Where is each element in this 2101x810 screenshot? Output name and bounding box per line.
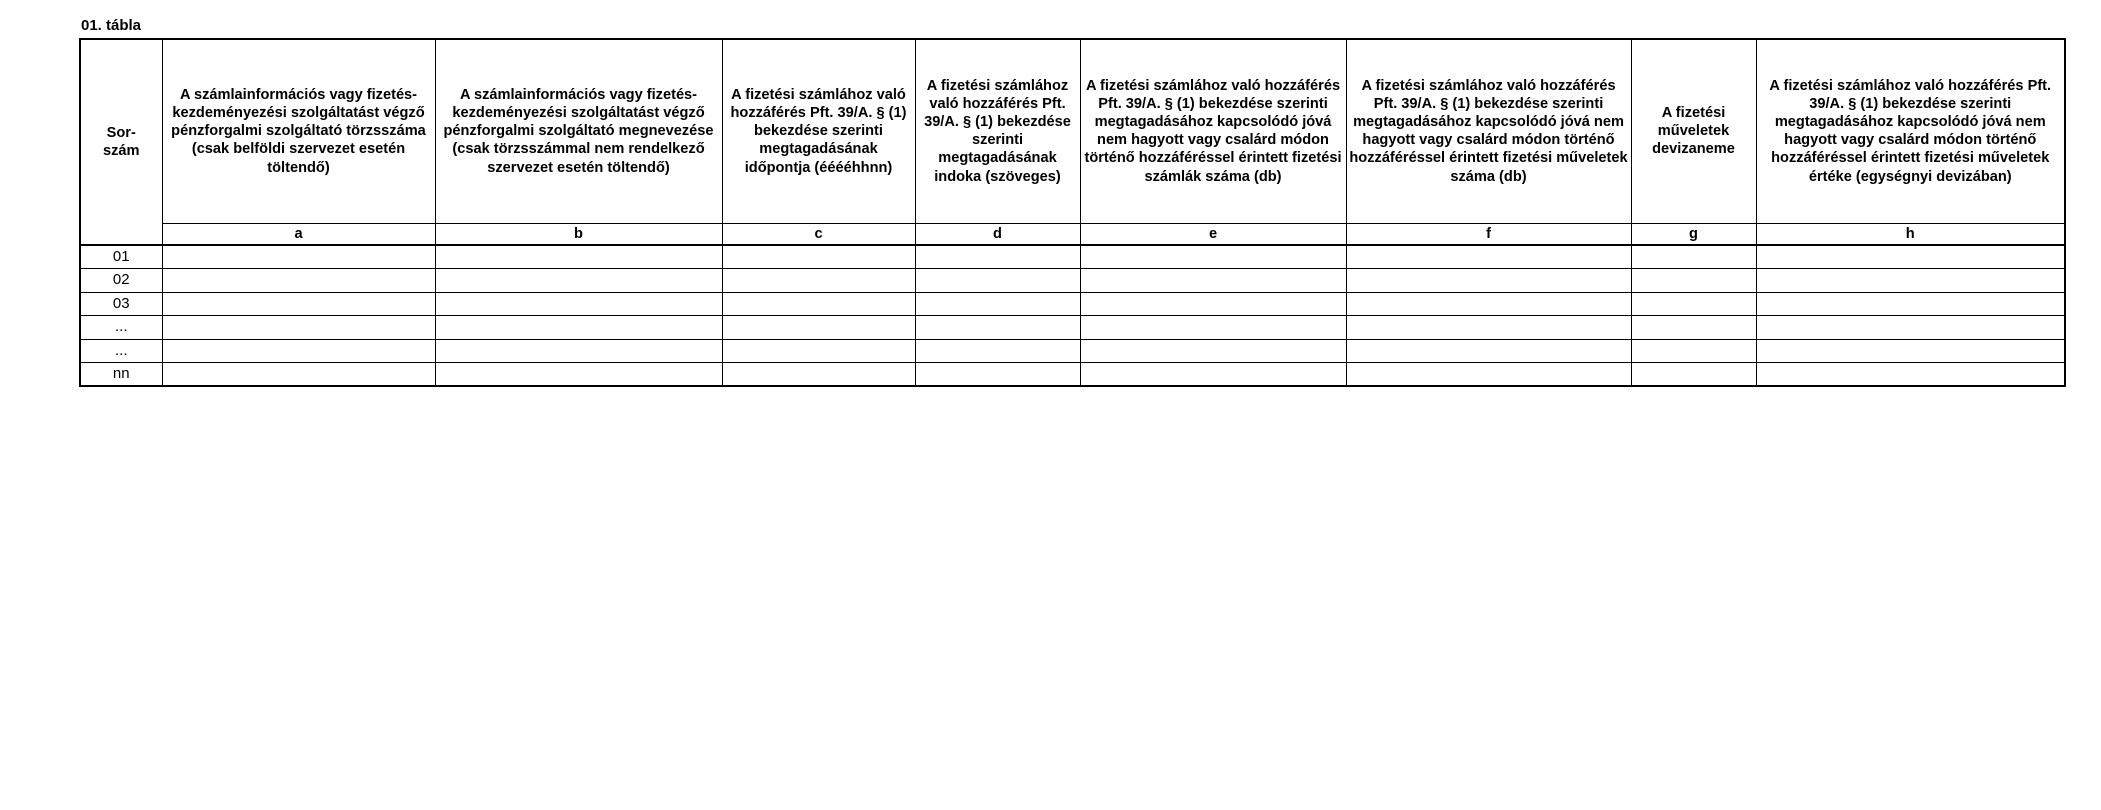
cell-d[interactable] (915, 363, 1080, 387)
cell-c[interactable] (722, 363, 915, 387)
cell-g[interactable] (1631, 269, 1756, 293)
cell-g[interactable] (1631, 316, 1756, 340)
cell-f[interactable] (1346, 245, 1631, 269)
cell-b[interactable] (435, 292, 722, 316)
cell-e[interactable] (1080, 339, 1346, 363)
header-col-f: A fizetési számlához való hozzáférés Pft. 39/A. § (1) bekezdése szerinti megtagadásához kapcsolódó jóvá nem hagyott vagy csalárd módon történő hozzáféréssel érintett fizetési műveletek száma (db) (1346, 39, 1631, 223)
cell-f[interactable] (1346, 363, 1631, 387)
header-col-a: A számlainformációs vagy fizetés-kezdeményezési szolgáltatást végző pénzforgalmi szolgáltató törzsszáma (csak belföldi szervezet esetén töltendő) (162, 39, 435, 223)
cell-a[interactable] (162, 316, 435, 340)
cell-a[interactable] (162, 269, 435, 293)
row-code: nn (80, 363, 162, 387)
letter-c: c (722, 223, 915, 245)
cell-c[interactable] (722, 316, 915, 340)
cell-b[interactable] (435, 245, 722, 269)
cell-e[interactable] (1080, 269, 1346, 293)
header-col-c: A fizetési számlához való hozzáférés Pft. 39/A. § (1) bekezdése szerinti megtagadásának időpontja (ééééhhnn) (722, 39, 915, 223)
table-caption: 01. tábla (81, 17, 142, 34)
cell-g[interactable] (1631, 363, 1756, 387)
cell-f[interactable] (1346, 292, 1631, 316)
cell-d[interactable] (915, 339, 1080, 363)
cell-h[interactable] (1756, 316, 2065, 340)
letter-row (80, 223, 2065, 245)
letter-f: f (1346, 223, 1631, 245)
header-sorszam: Sor- szám (80, 39, 162, 245)
letter-a: a (162, 223, 435, 245)
letter-h: h (1756, 223, 2065, 245)
letter-d: d (915, 223, 1080, 245)
letter-g: g (1631, 223, 1756, 245)
table-row (80, 269, 2065, 293)
data-table (79, 38, 2066, 387)
row-code: ... (80, 339, 162, 363)
cell-c[interactable] (722, 245, 915, 269)
table-row (80, 363, 2065, 387)
table-row (80, 292, 2065, 316)
cell-c[interactable] (722, 292, 915, 316)
cell-e[interactable] (1080, 292, 1346, 316)
cell-a[interactable] (162, 363, 435, 387)
header-col-h: A fizetési számlához való hozzáférés Pft. 39/A. § (1) bekezdése szerinti megtagadásához kapcsolódó jóvá nem hagyott vagy csalárd módon történő hozzáféréssel érintett fizetési műveletek értéke (egységnyi devizában) (1756, 39, 2065, 223)
cell-e[interactable] (1080, 316, 1346, 340)
cell-e[interactable] (1080, 363, 1346, 387)
cell-h[interactable] (1756, 292, 2065, 316)
row-code: 01 (80, 245, 162, 269)
table-row (80, 245, 2065, 269)
cell-c[interactable] (722, 339, 915, 363)
cell-a[interactable] (162, 339, 435, 363)
cell-d[interactable] (915, 292, 1080, 316)
table-row (80, 339, 2065, 363)
cell-c[interactable] (722, 269, 915, 293)
cell-f[interactable] (1346, 316, 1631, 340)
cell-h[interactable] (1756, 339, 2065, 363)
cell-f[interactable] (1346, 269, 1631, 293)
cell-h[interactable] (1756, 363, 2065, 387)
cell-b[interactable] (435, 316, 722, 340)
cell-b[interactable] (435, 339, 722, 363)
header-col-d: A fizetési számlához való hozzáférés Pft. 39/A. § (1) bekezdése szerinti megtagadásának indoka (szöveges) (915, 39, 1080, 223)
cell-e[interactable] (1080, 245, 1346, 269)
cell-g[interactable] (1631, 339, 1756, 363)
cell-h[interactable] (1756, 245, 2065, 269)
cell-h[interactable] (1756, 269, 2065, 293)
cell-a[interactable] (162, 292, 435, 316)
letter-b: b (435, 223, 722, 245)
cell-d[interactable] (915, 269, 1080, 293)
row-code: 02 (80, 269, 162, 293)
header-col-g: A fizetési műveletek devizaneme (1631, 39, 1756, 223)
cell-d[interactable] (915, 316, 1080, 340)
table-row (80, 316, 2065, 340)
row-code: 03 (80, 292, 162, 316)
header-col-b: A számlainformációs vagy fizetés-kezdeményezési szolgáltatást végző pénzforgalmi szolgáltató megnevezése (csak törzsszámmal nem rendelkező szervezet esetén töltendő) (435, 39, 722, 223)
header-row (80, 39, 2065, 223)
cell-b[interactable] (435, 269, 722, 293)
cell-b[interactable] (435, 363, 722, 387)
cell-g[interactable] (1631, 292, 1756, 316)
header-col-e: A fizetési számlához való hozzáférés Pft. 39/A. § (1) bekezdése szerinti megtagadásához kapcsolódó jóvá nem hagyott vagy csalárd módon történő hozzáféréssel érintett fizetési számlák száma (db) (1080, 39, 1346, 223)
letter-e: e (1080, 223, 1346, 245)
cell-g[interactable] (1631, 245, 1756, 269)
cell-a[interactable] (162, 245, 435, 269)
cell-f[interactable] (1346, 339, 1631, 363)
cell-d[interactable] (915, 245, 1080, 269)
row-code: ... (80, 316, 162, 340)
